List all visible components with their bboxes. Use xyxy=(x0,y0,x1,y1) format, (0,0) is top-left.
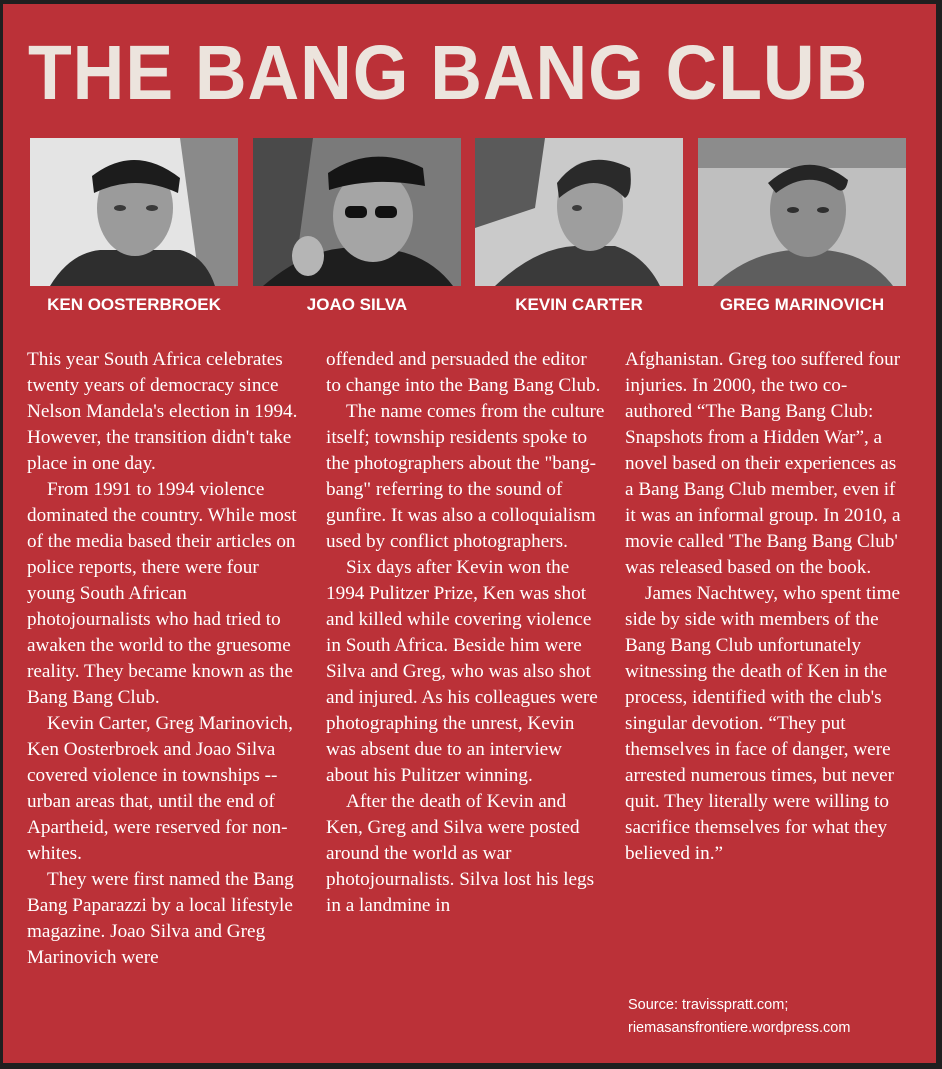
headline: THE BANG BANG CLUB xyxy=(28,30,869,116)
paragraph: Afghanistan. Greg too suffered four injuries. In 2000, the two co-authored “The Bang Bang Club: Snapshots from a Hidden War”, a novel based on their experiences as a Bang Bang Club member, even if it was an informal group. In 2010, a movie called 'The Bang Bang Club' was released based on the book. xyxy=(625,349,901,578)
photo-kevin-carter xyxy=(475,138,683,286)
member-name-joao-silva: JOAO SILVA xyxy=(306,295,408,314)
article-column-1 xyxy=(27,347,307,971)
paragraph: This year South Africa celebrates twenty years of democracy since Nelson Mandela's election in 1994. However, the transition didn't take place in one day. xyxy=(27,349,298,474)
paragraph: From 1991 to 1994 violence dominated the country. While most of the media based their articles on police reports, there were four young South African photojournalists who had tried to awaken the world to the gruesome reality. They became known as the Bang Bang Club. xyxy=(27,479,297,708)
paragraph: They were first named the Bang Bang Paparazzi by a local lifestyle magazine. Joao Silva and Greg Marinovich were xyxy=(27,869,294,968)
article-column-2 xyxy=(326,347,606,919)
source-line: Source: travisspratt.com; xyxy=(628,997,789,1013)
photo-greg-marinovich xyxy=(698,138,906,286)
paragraph: Six days after Kevin won the 1994 Pulitzer Prize, Ken was shot and killed while covering violence in South Africa. Beside him were Silva and Greg, who was also shot and injured. As his colleagues were photographing the unrest, Kevin was absent due to an interview about his Pulitzer winning. xyxy=(326,557,598,786)
paragraph: Kevin Carter, Greg Marinovich, Ken Oosterbroek and Joao Silva covered violence in townships -- urban areas that, until the end of Apartheid, were reserved for non-whites. xyxy=(27,713,293,864)
member-name-greg-marinovich: GREG MARINOVICH xyxy=(719,295,885,314)
member-name-ken-oosterbroek: KEN OOSTERBROEK xyxy=(47,295,221,314)
photo-ken-oosterbroek xyxy=(30,138,238,286)
member-name-kevin-carter: KEVIN CARTER xyxy=(515,295,643,314)
paragraph: The name comes from the culture itself; township residents spoke to the photographers about the "bang-bang" referring to the sound of gunfire. It was also a colloquialism used by conflict photographers. xyxy=(326,401,605,552)
paragraph: After the death of Kevin and Ken, Greg and Silva were posted around the world as war photojournalists. Silva lost his legs in a landmine in xyxy=(326,791,595,916)
source-credit xyxy=(628,994,918,1040)
paragraph: James Nachtwey, who spent time side by side with members of the Bang Bang Club unfortunately witnessing the death of Ken in the process, identified with the club's singular devotion. “They put themselves in face of danger, were arrested numerous times, but never quit. They literally were willing to sacrifice themselves for what they believed in.” xyxy=(625,583,901,864)
paragraph: offended and persuaded the editor to change into the Bang Bang Club. xyxy=(326,349,601,396)
photo-joao-silva xyxy=(253,138,461,286)
source-line: riemasansfrontiere.wordpress.com xyxy=(628,1020,851,1036)
article-column-3 xyxy=(625,347,905,867)
